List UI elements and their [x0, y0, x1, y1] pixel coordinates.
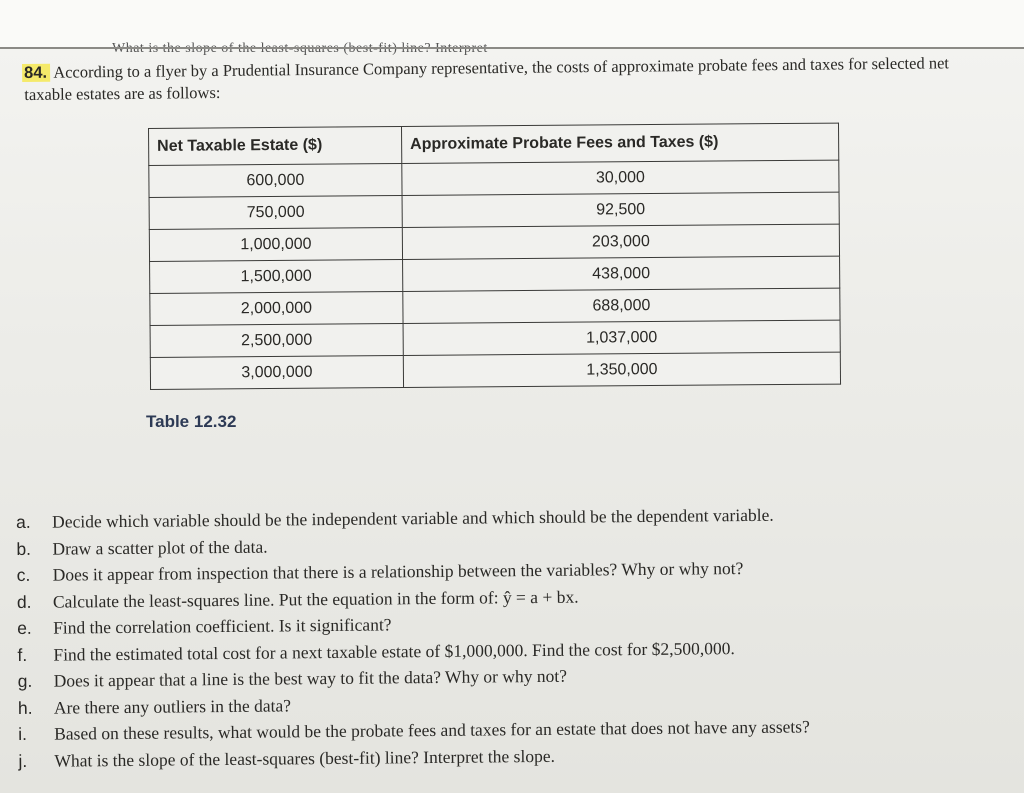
fees-cell: 1,037,000 — [403, 320, 840, 355]
fees-cell: 438,000 — [403, 256, 840, 291]
table-row — [150, 352, 840, 389]
page-fold-line — [0, 47, 1024, 49]
problem-number: 84. — [22, 64, 50, 82]
estate-cell: 1,500,000 — [150, 260, 403, 294]
table-header-row — [149, 123, 839, 165]
fees-cell: 30,000 — [402, 160, 839, 195]
estate-cell: 1,000,000 — [149, 228, 402, 262]
question-letter: e. — [17, 617, 32, 638]
fees-cell: 203,000 — [402, 224, 839, 259]
cutoff-previous-text — [112, 36, 488, 46]
table-row — [150, 256, 840, 293]
question-letter: h. — [17, 697, 33, 718]
question-text: What is the slope of the least-squares (best-fit) line? Interpret the slope. — [54, 745, 556, 771]
estate-cell: 2,000,000 — [150, 292, 403, 326]
question-text: Based on these results, what would be the probate fees and taxes for an estate that does not have any assets? — [54, 716, 810, 744]
question-text: Find the correlation coefficient. Is it significant? — [53, 614, 392, 638]
question-text: Find the estimated total cost for a next taxable estate of $1,000,000. Find the cost for $2,500,000. — [53, 637, 735, 665]
estate-cell: 600,000 — [149, 164, 402, 198]
fees-cell: 1,350,000 — [403, 352, 840, 387]
table-row — [150, 320, 840, 357]
header-probate-fees: Approximate Probate Fees and Taxes ($) — [401, 123, 838, 163]
question-letter: j. — [18, 750, 28, 771]
estate-cell: 2,500,000 — [150, 324, 403, 358]
question-letter: i. — [18, 723, 28, 744]
estate-cell: 750,000 — [149, 196, 402, 230]
problem-statement — [24, 52, 984, 105]
question-letter: d. — [16, 591, 32, 612]
question-text: Does it appear that a line is the best way to fit the data? Why or why not? — [53, 665, 568, 691]
fees-cell: 688,000 — [403, 288, 840, 323]
question-letter: b. — [16, 538, 32, 559]
question-text: Draw a scatter plot of the data. — [52, 536, 268, 559]
table-row — [149, 224, 839, 261]
question-text: Are there any outliers in the data? — [53, 694, 292, 718]
data-table-wrapper — [148, 123, 841, 390]
previous-page-strip — [0, 0, 1024, 47]
question-letter: a. — [16, 511, 31, 532]
table-row — [149, 192, 839, 229]
question-letter: g. — [17, 670, 33, 691]
estate-cell: 3,000,000 — [150, 356, 403, 390]
fees-cell: 92,500 — [402, 192, 839, 227]
table-row — [150, 288, 840, 325]
question-text: Does it appear from inspection that there is a relationship between the variables? Why or why not? — [52, 558, 744, 585]
header-net-taxable-estate: Net Taxable Estate ($) — [149, 127, 402, 166]
question-letter: c. — [16, 564, 31, 585]
problem-text: According to a flyer by a Prudential Insurance Company representative, the costs of approximate probate fees and taxes for selected net taxable estates are as follows: — [24, 53, 950, 104]
question-list — [16, 499, 1018, 774]
question-letter: f. — [17, 644, 28, 665]
data-table — [148, 123, 841, 390]
question-text: Decide which variable should be the independent variable and which should be the dependent variable. — [52, 504, 774, 532]
table-caption: Table 12.32 — [146, 412, 237, 431]
table-row — [149, 160, 839, 197]
question-text: Calculate the least-squares line. Put the equation in the form of: ŷ = a + bx. — [52, 586, 579, 612]
